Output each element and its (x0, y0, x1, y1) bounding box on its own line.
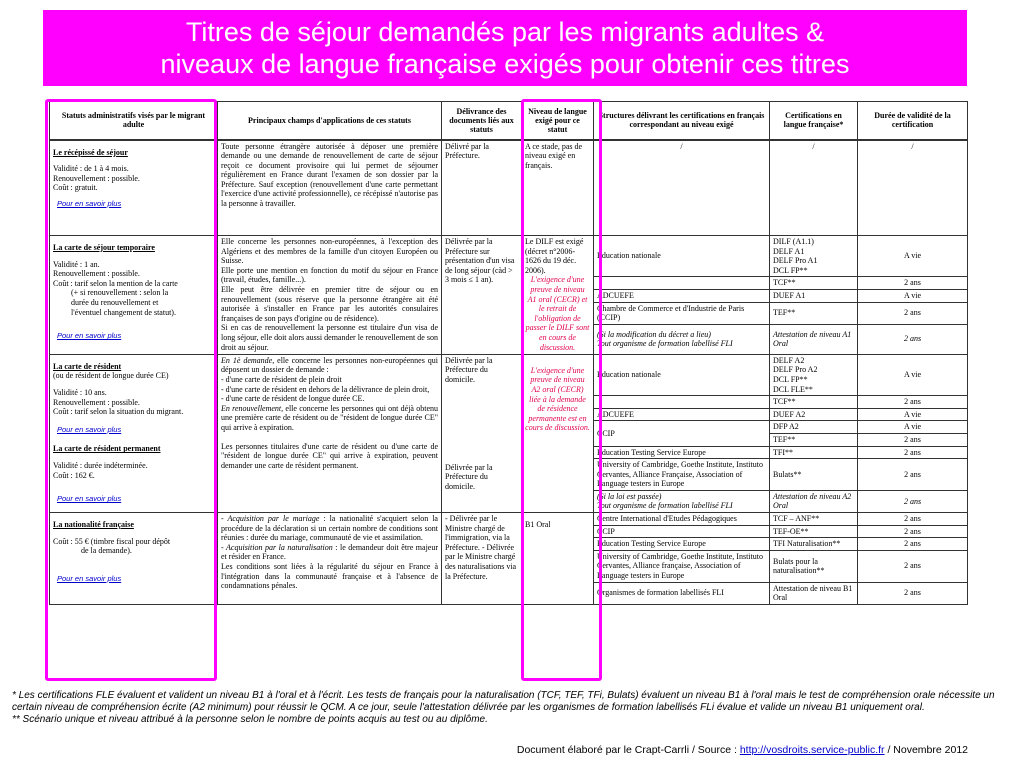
recepisse-more-link[interactable]: Pour en savoir plus (57, 198, 122, 208)
nationalite-duree: 2 ans (858, 525, 968, 538)
resident-status-cell (50, 354, 218, 512)
temporaire-champ-2: Elle porte une mention en fonction du motif du séjour en France (travail, études, famille...). (221, 265, 438, 285)
nationalite-champ (218, 513, 442, 605)
title-banner (43, 10, 967, 86)
nationalite-champ-nat-text: : le demandeur doit être majeur et résider en France. (221, 542, 439, 562)
nationalite-champ-nat (221, 543, 438, 562)
resident-duree: A vie (858, 421, 968, 434)
resident-champ-intro-italic: En 1è demande (221, 355, 273, 365)
header-duree: Durée de validité de la certification (858, 102, 968, 140)
temporaire-champ-4: Si en cas de renouvellement la personne est titulaire d'un visa de long séjour, elle doit alors aussi demander le renouvellement de son droit au séjour. (221, 323, 438, 352)
nationalite-struct: Education Testing Service Europe (594, 538, 770, 551)
resident-struct: ADCUEFE (594, 408, 770, 421)
temporaire-cert: TCF** (770, 277, 858, 290)
resident-cert: DUEF A2 (770, 408, 858, 421)
recepisse-deliv: Délivré par la Préfecture. (442, 140, 522, 236)
nationalite-champ-cond: Les conditions sont liées à la régularité du séjour en France à l'intégration dans la communauté française et à l'absence de condamnations pénales. (221, 562, 438, 591)
nationalite-struct: Organismes de formation labellisés FLI (594, 582, 770, 604)
nationalite-struct: University of Cambridge, Goethe Institute, Instituto Cervantes, Alliance française, Association of Language testers in Europe (594, 550, 770, 582)
resident-subtitle: (ou de résident de longue durée CE) (53, 371, 169, 381)
source-link[interactable]: http://vosdroits.service-public.fr (739, 744, 885, 756)
temporaire-struct: Chambre de Commerce et d'Industrie de Paris (CCIP) (594, 302, 770, 324)
temporaire-duree: A vie (858, 236, 968, 277)
resident-struct: CCIP (594, 421, 770, 446)
resident-permanent-line: Validité : durée indéterminée. (53, 460, 148, 470)
nationalite-champ-mariage (221, 514, 438, 543)
resident-permanent-title: La carte de résident permanent (53, 444, 161, 454)
resident-line: Renouvellement : possible. (53, 397, 140, 407)
nationalite-niveau-text: B1 Oral (525, 520, 551, 530)
temporaire-line: Renouvellement : possible. (53, 269, 140, 279)
source-suffix: / Novembre 2012 (884, 744, 968, 756)
header-statuts: Statuts administratifs visés par le migrant adulte (50, 102, 218, 140)
resident-champ-list: - d'une carte de résident de plein droit (221, 374, 342, 384)
temporaire-duree: 2 ans (858, 302, 968, 324)
temporaire-champ-3: Elle peut être délivrée en premier titre de séjour ou en renouvellement (sous réserve que la personne étrangère ait été autorisée à s'installer en France par les autorités consulaires françaises de son pays d'origine ou de résidence). (221, 284, 438, 323)
temporaire-status-cell (50, 236, 218, 355)
header-champs: Principaux champs d'applications de ces statuts (218, 102, 442, 140)
recepisse-line: Coût : gratuit. (53, 183, 98, 193)
source-prefix: Document élaboré par le Crapt-Carrli / Source : (516, 744, 740, 756)
resident-title: La carte de résident (53, 361, 122, 371)
resident-cert: DFP A2 (770, 421, 858, 434)
nationalite-title: La nationalité française (53, 520, 134, 530)
source-line (517, 744, 968, 756)
resident-duree: 2 ans (858, 490, 968, 512)
resident-champ-renouv (221, 404, 438, 433)
nationalite-cert: TCF – ANF** (770, 513, 858, 526)
temporaire-cout-sub: l'éventuel changement de statut). (71, 307, 176, 317)
resident-niveau (522, 354, 594, 512)
resident-cert: Attestation de niveau A2 Oral (770, 490, 858, 512)
temporaire-struct (594, 324, 770, 354)
header-structures: Structures délivrant les certifications en français correspondant au niveau exigé (594, 102, 770, 140)
temporaire-champ (218, 236, 442, 355)
resident-cert: Bulats** (770, 459, 858, 491)
temporaire-cert: TEF** (770, 302, 858, 324)
footnotes (12, 690, 1016, 726)
cert-line: DELF Pro A2 (773, 365, 818, 375)
nationalite-duree: 2 ans (858, 538, 968, 551)
nationalite-cert: Attestation de niveau B1 Oral (770, 582, 858, 604)
nationalite-cert: TFI Naturalisation** (770, 538, 858, 551)
cert-line: DELF A1 (773, 246, 805, 256)
nationalite-more-link[interactable]: Pour en savoir plus (57, 573, 122, 583)
temporaire-cert: DUEF A1 (770, 289, 858, 302)
temporaire-cout: Coût : tarif selon la mention de la carte (53, 278, 178, 288)
resident-champ-renouv-italic: En renouvellement (221, 403, 282, 413)
cert-line: DCL FP** (773, 265, 808, 275)
header-certifications: Certifications en langue française* (770, 102, 858, 140)
nationalite-duree: 2 ans (858, 513, 968, 526)
nationalite-struct: CCIP (594, 525, 770, 538)
nationalite-cert: TEF-OE** (770, 525, 858, 538)
resident-struct (594, 396, 770, 409)
footnote-2: ** Scénario unique et niveau attribué à la personne selon le nombre de points acquis au test ou au diplôme. (12, 714, 488, 725)
temporaire-line: Validité : 1 an. (53, 259, 100, 269)
nationalite-cert: Bulats pour la naturalisation** (770, 550, 858, 582)
recepisse-champ: Toute personne étrangère autorisée à déposer une première demande ou une demande de renouvellement de carte de séjour reçoit ce document provisoire qui lui permet de séjourner régulièrement en France durant l'examen de son dossier par la Préfecture. Sauf exception (renouvellement d'une carte permettant l'exercice d'une activité professionnelle), ce récépissé n'autorise pas la personne à travailler. (218, 140, 442, 236)
resident-deliv (442, 354, 522, 512)
nationalite-struct: Centre International d'Etudes Pédagogiques (594, 513, 770, 526)
nationalite-cout: Coût : 55 € (timbre fiscal pour dépôt (53, 536, 171, 546)
resident-cert: TEF** (770, 433, 858, 446)
resident-permanent-line: Coût : 162 €. (53, 470, 95, 480)
temporaire-more-link[interactable]: Pour en savoir plus (57, 331, 122, 341)
resident-duree: 2 ans (858, 433, 968, 446)
nationalite-champ-mariage-italic: - Acquisition par le mariage (221, 514, 320, 524)
resident-struct: Education Testing Service Europe (594, 446, 770, 459)
title-line-2: niveaux de langue française exigés pour obtenir ces titres (160, 49, 850, 79)
cert-line: DELF Pro A1 (773, 256, 818, 266)
table-row (50, 140, 968, 236)
cert-line: DELF A2 (773, 355, 805, 365)
resident-duree: A vie (858, 354, 968, 395)
table-row (50, 513, 968, 526)
temporaire-struct: ADCUEFE (594, 289, 770, 302)
temporaire-struct: Education nationale (594, 236, 770, 277)
temporaire-niveau-red: L'exigence d'une preuve de niveau A1 oral (CECR) et le retrait de l'obligation de passer le DILF sont en cours de discussion. (525, 275, 590, 352)
nationalite-cout-2: de la demande). (81, 546, 132, 556)
resident-duree: A vie (858, 408, 968, 421)
resident-line: Coût : tarif selon la situation du migrant. (53, 407, 184, 417)
cert-line: DILF (A1.1) (773, 237, 814, 246)
resident-champ (218, 354, 442, 512)
resident-champ-renouv-text: , elle concerne les personnes qui ont déjà obtenu une première carte de résident ou de "résident de longue durée CE" qui arrive à expiration. (221, 403, 438, 432)
table-row (50, 236, 968, 277)
temporaire-cert (770, 236, 858, 277)
resident-struct: University of Cambridge, Goethe Institute, Instituto Cervantes, Alliance Française, Association of Language testers in Europe (594, 459, 770, 491)
resident-cert (770, 354, 858, 395)
temporaire-duree: A vie (858, 289, 968, 302)
temporaire-cout-sub: (+ si renouvellement : selon la (71, 288, 169, 298)
resident-duree: 2 ans (858, 459, 968, 491)
cert-line: DCL FP** (773, 374, 808, 384)
header-niveau: Niveau de langue exigé pour ce statut (522, 102, 594, 140)
recepisse-status-cell (50, 140, 218, 236)
temporaire-deliv: Délivrée par la Préfecture sur présentation d'un visa de long séjour (càd > 3 mois ≤ 1 an). (442, 236, 522, 355)
struct-name: Tout organisme de formation labellisé FLI (597, 501, 733, 511)
resident-duree: 2 ans (858, 396, 968, 409)
title-line-1: Titres de séjour demandés par les migrants adultes & (185, 17, 825, 47)
recepisse-duree-slash: / (858, 140, 968, 236)
table-header-row (50, 102, 968, 140)
temporaire-cert: Attestation de niveau A1 Oral (770, 324, 858, 354)
resident-permanent-more-link[interactable]: Pour en savoir plus (57, 494, 122, 504)
recepisse-line: Validité : de 1 à 4 mois. (53, 164, 129, 174)
nationalite-deliv: - Délivrée par le Ministre chargé de l'immigration, via la Préfecture. - Délivrée par le Ministre chargé des naturalisations via la Préfecture. (442, 513, 522, 605)
temporaire-struct (594, 277, 770, 290)
temporaire-title: La carte de séjour temporaire (53, 243, 155, 252)
nationalite-champ-mariage-text: : la nationalité s'acquiert selon la procédure de la déclaration si un certain nombre de conditions sont réunies : durée du mariage, communauté de vie et assimilation. (221, 514, 438, 543)
resident-niveau-red: L'exigence d'une preuve de niveau A2 oral (CECR) liée à la demande de résidence permanente est en cours de discussion. (525, 365, 590, 433)
table-row (50, 354, 968, 395)
temporaire-duree: 2 ans (858, 324, 968, 354)
resident-deliv-1: Délivrée par la Préfecture du domicile. (445, 355, 493, 384)
temporaire-niveau (522, 236, 594, 355)
resident-struct: Education nationale (594, 354, 770, 395)
temporaire-champ-1: Elle concerne les personnes non-européennes, à l'exception des Algériens et des membres de la famille d'un citoyen Européen ou Suisse. (221, 237, 438, 266)
recepisse-line: Renouvellement : possible. (53, 173, 140, 183)
nationalite-champ-nat-italic: - Acquisition par la naturalisation (221, 542, 333, 552)
nationalite-duree: 2 ans (858, 550, 968, 582)
resident-more-link[interactable]: Pour en savoir plus (57, 424, 122, 434)
recepisse-niveau: A ce stade, pas de niveau exigé en français. (522, 140, 594, 236)
resident-champ-intro (221, 356, 438, 375)
temporaire-cout-sub: durée du renouvellement et (71, 297, 159, 307)
recepisse-cert-slash: / (770, 140, 858, 236)
nationalite-status-cell (50, 513, 218, 605)
resident-cert: TFI** (770, 446, 858, 459)
recepisse-struct-slash: / (594, 140, 770, 236)
resident-champ-list: - d'une carte de résident de longue durée CE. (221, 394, 365, 404)
recepisse-title: Le récépissé de séjour (53, 147, 128, 157)
resident-line: Validité : 10 ans. (53, 387, 107, 397)
resident-deliv-2: Délivrée par la Préfecture du domicile. (445, 462, 493, 491)
resident-duree: 2 ans (858, 446, 968, 459)
titres-table-wrapper (49, 101, 967, 605)
titres-table (49, 101, 968, 605)
struct-name: Tout organisme de formation labellisé FLI (597, 339, 733, 349)
resident-cert: TCF** (770, 396, 858, 409)
resident-champ-intro-text: , elle concerne les personnes non-européennes qui déposent un dossier de demande : (221, 355, 438, 375)
cert-line: DCL FLE** (773, 384, 813, 394)
struct-condition: (Si la loi est passée) (597, 491, 662, 501)
nationalite-niveau (522, 513, 594, 605)
footnote-1: * Les certifications FLE évaluent et valident un niveau B1 à l'oral et à l'écrit. Les tests de français pour la naturalisation (TCF, TEF, TFi, Bulats) évaluent un niveau B1 à l'oral mais le test de compréhension orale nécessite un certain niveau de compréhension écrite (A2 minimum) pour réussir le QCM. A ce jour, seule l'attestation délivrée par les organismes de formation labellisés FLi évalue et valide un niveau B1 uniquement oral. (12, 690, 995, 713)
struct-condition: (Si la modification du décret a lieu) (597, 329, 711, 339)
header-delivrance: Délivrance des documents liés aux statuts (442, 102, 522, 140)
temporaire-duree: 2 ans (858, 277, 968, 290)
resident-champ-perm: Les personnes titulaires d'une carte de résident ou d'une carte de "résident de longue durée CE" qui arrive à expiration, peuvent demander une carte de résident permanent. (221, 441, 438, 470)
nationalite-duree: 2 ans (858, 582, 968, 604)
temporaire-niveau-text: Le DILF est exigé (décret n°2006-1626 du 19 déc. 2006). (525, 237, 584, 275)
resident-struct (594, 490, 770, 512)
resident-champ-list: - d'une carte de résident en dehors de la délivrance de plein droit, (221, 384, 430, 394)
